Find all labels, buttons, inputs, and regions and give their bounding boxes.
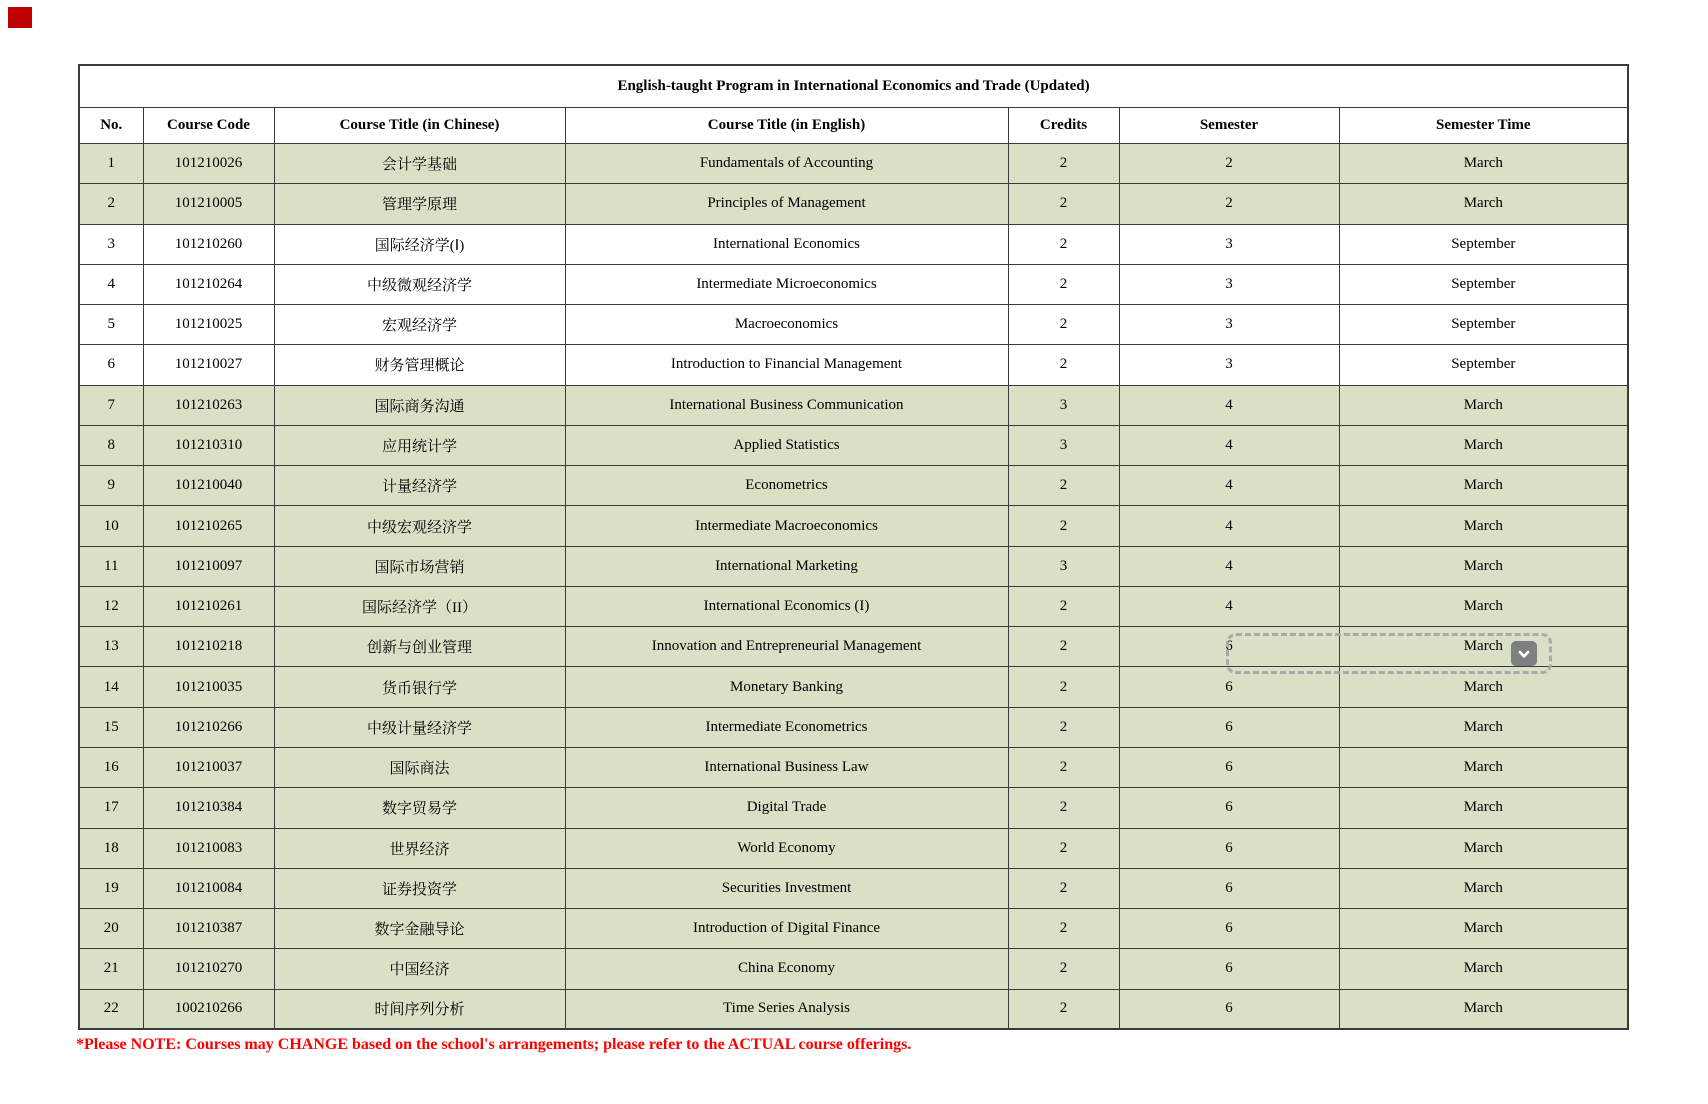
cell-course-code[interactable]: 101210025 — [143, 305, 274, 345]
cell-no[interactable]: 2 — [79, 184, 143, 224]
cell-credits[interactable]: 3 — [1008, 546, 1119, 586]
table-row — [79, 949, 1628, 989]
cell-semester[interactable]: 2 — [1119, 184, 1339, 224]
cell-semester-time[interactable]: March — [1339, 425, 1628, 465]
cell-course-code[interactable]: 101210035 — [143, 667, 274, 707]
cell-title-english[interactable]: Innovation and Entrepreneurial Management — [565, 627, 1008, 667]
cell-course-code[interactable]: 101210097 — [143, 546, 274, 586]
cell-credits[interactable]: 2 — [1008, 144, 1119, 184]
cell-title-chinese[interactable]: 创新与创业管理 — [274, 627, 565, 667]
col-header-semester: Semester — [1119, 108, 1339, 144]
cell-semester-time[interactable]: March — [1339, 385, 1628, 425]
cell-semester-time[interactable]: September — [1339, 224, 1628, 264]
cell-semester[interactable]: 6 — [1119, 627, 1339, 667]
cell-title-chinese[interactable]: 货币银行学 — [274, 667, 565, 707]
cell-credits[interactable]: 2 — [1008, 667, 1119, 707]
cell-no[interactable]: 9 — [79, 466, 143, 506]
cell-title-english[interactable]: International Economics (I) — [565, 586, 1008, 626]
cell-title-chinese[interactable]: 中级计量经济学 — [274, 707, 565, 747]
cell-title-chinese[interactable]: 中级宏观经济学 — [274, 506, 565, 546]
col-header-no: No. — [79, 108, 143, 144]
cell-title-english[interactable]: China Economy — [565, 949, 1008, 989]
cell-course-code[interactable]: 101210384 — [143, 788, 274, 828]
cell-no[interactable]: 19 — [79, 868, 143, 908]
cell-credits[interactable]: 2 — [1008, 305, 1119, 345]
cell-course-code[interactable]: 101210263 — [143, 385, 274, 425]
cell-course-code[interactable]: 100210266 — [143, 989, 274, 1029]
cell-semester-time[interactable]: March — [1339, 788, 1628, 828]
cell-title-chinese[interactable]: 应用统计学 — [274, 425, 565, 465]
cell-credits[interactable]: 2 — [1008, 828, 1119, 868]
cell-credits[interactable]: 2 — [1008, 264, 1119, 304]
cell-semester-time[interactable]: September — [1339, 345, 1628, 385]
cell-no[interactable]: 18 — [79, 828, 143, 868]
cell-title-chinese[interactable]: 会计学基础 — [274, 144, 565, 184]
cell-title-chinese[interactable]: 中国经济 — [274, 949, 565, 989]
cell-no[interactable]: 3 — [79, 224, 143, 264]
cell-title-chinese[interactable]: 国际经济学（II） — [274, 586, 565, 626]
cell-title-english[interactable]: Time Series Analysis — [565, 989, 1008, 1029]
cell-title-chinese[interactable]: 数字金融导论 — [274, 909, 565, 949]
cell-semester-time[interactable]: March — [1339, 466, 1628, 506]
cell-title-english[interactable]: Fundamentals of Accounting — [565, 144, 1008, 184]
cell-title-english[interactable]: Intermediate Macroeconomics — [565, 506, 1008, 546]
cell-course-code[interactable]: 101210264 — [143, 264, 274, 304]
cell-no[interactable]: 21 — [79, 949, 143, 989]
cell-semester-time[interactable]: March — [1339, 144, 1628, 184]
cell-no[interactable]: 4 — [79, 264, 143, 304]
cell-credits[interactable]: 2 — [1008, 184, 1119, 224]
cell-title-english[interactable]: International Business Law — [565, 747, 1008, 787]
cell-no[interactable]: 13 — [79, 627, 143, 667]
cell-semester-time[interactable]: March — [1339, 667, 1628, 707]
cell-title-chinese[interactable]: 世界经济 — [274, 828, 565, 868]
cell-title-english[interactable]: World Economy — [565, 828, 1008, 868]
cell-title-chinese[interactable]: 宏观经济学 — [274, 305, 565, 345]
cell-semester-time[interactable]: March — [1339, 546, 1628, 586]
cell-no[interactable]: 6 — [79, 345, 143, 385]
cell-no[interactable]: 7 — [79, 385, 143, 425]
cell-credits[interactable]: 2 — [1008, 506, 1119, 546]
cell-semester-time[interactable]: March — [1339, 868, 1628, 908]
cell-selection-outline[interactable] — [1226, 633, 1552, 674]
cell-course-code[interactable]: 101210026 — [143, 144, 274, 184]
cell-title-chinese[interactable]: 计量经济学 — [274, 466, 565, 506]
cell-title-chinese[interactable]: 国际商法 — [274, 747, 565, 787]
table-row — [79, 989, 1628, 1029]
cell-semester[interactable]: 6 — [1119, 989, 1339, 1029]
cell-course-code[interactable]: 101210083 — [143, 828, 274, 868]
cell-semester-time[interactable]: March — [1339, 506, 1628, 546]
cell-course-code[interactable]: 101210310 — [143, 425, 274, 465]
cell-title-english[interactable]: Econometrics — [565, 466, 1008, 506]
cell-semester-time[interactable]: March — [1339, 949, 1628, 989]
table-row — [79, 586, 1628, 626]
cell-semester[interactable]: 6 — [1119, 747, 1339, 787]
cell-semester[interactable]: 2 — [1119, 144, 1339, 184]
cell-semester[interactable]: 6 — [1119, 707, 1339, 747]
cell-credits[interactable]: 2 — [1008, 345, 1119, 385]
cell-semester-time[interactable]: September — [1339, 305, 1628, 345]
cell-title-chinese[interactable]: 时间序列分析 — [274, 989, 565, 1029]
cell-semester[interactable]: 6 — [1119, 828, 1339, 868]
cell-no[interactable]: 15 — [79, 707, 143, 747]
col-header-semester-time: Semester Time — [1339, 108, 1628, 144]
cell-course-code[interactable]: 101210266 — [143, 707, 274, 747]
cell-title-english[interactable]: Macroeconomics — [565, 305, 1008, 345]
table-row — [79, 506, 1628, 546]
cell-credits[interactable]: 2 — [1008, 747, 1119, 787]
cell-no[interactable]: 12 — [79, 586, 143, 626]
cell-semester-time[interactable]: March — [1339, 184, 1628, 224]
cell-credits[interactable]: 2 — [1008, 627, 1119, 667]
cell-credits[interactable]: 2 — [1008, 909, 1119, 949]
cell-semester[interactable]: 6 — [1119, 788, 1339, 828]
table-row — [79, 305, 1628, 345]
cell-credits[interactable]: 2 — [1008, 989, 1119, 1029]
cell-no[interactable]: 8 — [79, 425, 143, 465]
cell-semester-time[interactable]: March — [1339, 627, 1628, 667]
cell-semester[interactable]: 3 — [1119, 345, 1339, 385]
cell-no[interactable]: 14 — [79, 667, 143, 707]
table-row — [79, 264, 1628, 304]
cell-semester[interactable]: 3 — [1119, 305, 1339, 345]
cell-semester[interactable]: 3 — [1119, 224, 1339, 264]
cell-semester-time[interactable]: March — [1339, 989, 1628, 1029]
cell-title-chinese[interactable]: 证券投资学 — [274, 868, 565, 908]
cell-no[interactable]: 17 — [79, 788, 143, 828]
dropdown-button[interactable] — [1511, 641, 1537, 666]
cell-semester[interactable]: 4 — [1119, 385, 1339, 425]
cell-course-code[interactable]: 101210260 — [143, 224, 274, 264]
cell-title-english[interactable]: Introduction of Digital Finance — [565, 909, 1008, 949]
col-header-title-english: Course Title (in English) — [565, 108, 1008, 144]
cell-no[interactable]: 20 — [79, 909, 143, 949]
cell-semester-time[interactable]: March — [1339, 828, 1628, 868]
cell-credits[interactable]: 2 — [1008, 788, 1119, 828]
cell-title-english[interactable]: Securities Investment — [565, 868, 1008, 908]
cell-credits[interactable]: 2 — [1008, 949, 1119, 989]
cell-no[interactable]: 10 — [79, 506, 143, 546]
cell-semester[interactable]: 4 — [1119, 546, 1339, 586]
table-row — [79, 909, 1628, 949]
table-row — [79, 224, 1628, 264]
chevron-down-icon — [1516, 646, 1532, 662]
cell-semester[interactable]: 6 — [1119, 949, 1339, 989]
table-row — [79, 425, 1628, 465]
cell-no[interactable]: 5 — [79, 305, 143, 345]
cell-credits[interactable]: 2 — [1008, 466, 1119, 506]
cell-title-english[interactable]: International Economics — [565, 224, 1008, 264]
col-header-credits: Credits — [1008, 108, 1119, 144]
table-row — [79, 184, 1628, 224]
cell-credits[interactable]: 3 — [1008, 385, 1119, 425]
cell-semester[interactable]: 6 — [1119, 667, 1339, 707]
cell-course-code[interactable]: 101210261 — [143, 586, 274, 626]
cell-course-code[interactable]: 101210040 — [143, 466, 274, 506]
cell-semester[interactable]: 6 — [1119, 868, 1339, 908]
cell-credits[interactable]: 2 — [1008, 868, 1119, 908]
cell-no[interactable]: 22 — [79, 989, 143, 1029]
cell-credits[interactable]: 2 — [1008, 224, 1119, 264]
cell-title-english[interactable]: Monetary Banking — [565, 667, 1008, 707]
cell-title-chinese[interactable]: 国际商务沟通 — [274, 385, 565, 425]
cell-course-code[interactable]: 101210270 — [143, 949, 274, 989]
cell-semester-time[interactable]: September — [1339, 264, 1628, 304]
table-row — [79, 385, 1628, 425]
cell-semester-time[interactable]: March — [1339, 747, 1628, 787]
cell-credits[interactable]: 3 — [1008, 425, 1119, 465]
cell-title-english[interactable]: Digital Trade — [565, 788, 1008, 828]
col-header-course-code: Course Code — [143, 108, 274, 144]
cell-course-code[interactable]: 101210387 — [143, 909, 274, 949]
cell-title-english[interactable]: Principles of Management — [565, 184, 1008, 224]
cell-title-chinese[interactable]: 中级微观经济学 — [274, 264, 565, 304]
table-row — [79, 345, 1628, 385]
cell-no[interactable]: 11 — [79, 546, 143, 586]
cell-course-code[interactable]: 101210084 — [143, 868, 274, 908]
cell-semester[interactable]: 4 — [1119, 425, 1339, 465]
cell-title-chinese[interactable]: 国际市场营销 — [274, 546, 565, 586]
cell-course-code[interactable]: 101210027 — [143, 345, 274, 385]
table-row — [79, 707, 1628, 747]
table-header-row — [79, 108, 1628, 144]
cell-semester[interactable]: 3 — [1119, 264, 1339, 304]
cell-title-english[interactable]: International Marketing — [565, 546, 1008, 586]
cell-course-code[interactable]: 101210005 — [143, 184, 274, 224]
table-row — [79, 868, 1628, 908]
table-row — [79, 144, 1628, 184]
cell-title-chinese[interactable]: 财务管理概论 — [274, 345, 565, 385]
cell-no[interactable]: 16 — [79, 747, 143, 787]
cell-semester[interactable]: 4 — [1119, 586, 1339, 626]
table-row — [79, 546, 1628, 586]
cell-title-english[interactable]: Intermediate Microeconomics — [565, 264, 1008, 304]
cell-semester[interactable]: 4 — [1119, 466, 1339, 506]
cell-title-english[interactable]: Introduction to Financial Management — [565, 345, 1008, 385]
cell-title-chinese[interactable]: 国际经济学(Ⅰ) — [274, 224, 565, 264]
table-row — [79, 747, 1628, 787]
page-title: English-taught Program in International Economics and Trade (Updated) — [79, 65, 1628, 108]
table-row — [79, 828, 1628, 868]
cell-title-english[interactable]: Applied Statistics — [565, 425, 1008, 465]
cell-course-code[interactable]: 101210218 — [143, 627, 274, 667]
footer-note: *Please NOTE: Courses may CHANGE based on the school's arrangements; please refer to the ACTUAL course offerings. — [76, 1036, 912, 1053]
cell-no[interactable]: 1 — [79, 144, 143, 184]
cell-semester-time[interactable]: March — [1339, 707, 1628, 747]
cell-credits[interactable]: 2 — [1008, 707, 1119, 747]
table-row — [79, 788, 1628, 828]
cell-course-code[interactable]: 101210265 — [143, 506, 274, 546]
col-header-title-chinese: Course Title (in Chinese) — [274, 108, 565, 144]
cell-semester[interactable]: 6 — [1119, 909, 1339, 949]
cell-title-english[interactable]: Intermediate Econometrics — [565, 707, 1008, 747]
cell-title-chinese[interactable]: 数字贸易学 — [274, 788, 565, 828]
cell-semester-time[interactable]: March — [1339, 586, 1628, 626]
course-table — [78, 64, 1629, 1030]
cell-credits[interactable]: 2 — [1008, 586, 1119, 626]
cell-title-chinese[interactable]: 管理学原理 — [274, 184, 565, 224]
table-row — [79, 466, 1628, 506]
cell-course-code[interactable]: 101210037 — [143, 747, 274, 787]
table-title-row — [79, 65, 1628, 108]
cell-semester[interactable]: 4 — [1119, 506, 1339, 546]
cell-semester-time[interactable]: March — [1339, 909, 1628, 949]
cell-title-english[interactable]: International Business Communication — [565, 385, 1008, 425]
red-marker — [8, 7, 32, 28]
